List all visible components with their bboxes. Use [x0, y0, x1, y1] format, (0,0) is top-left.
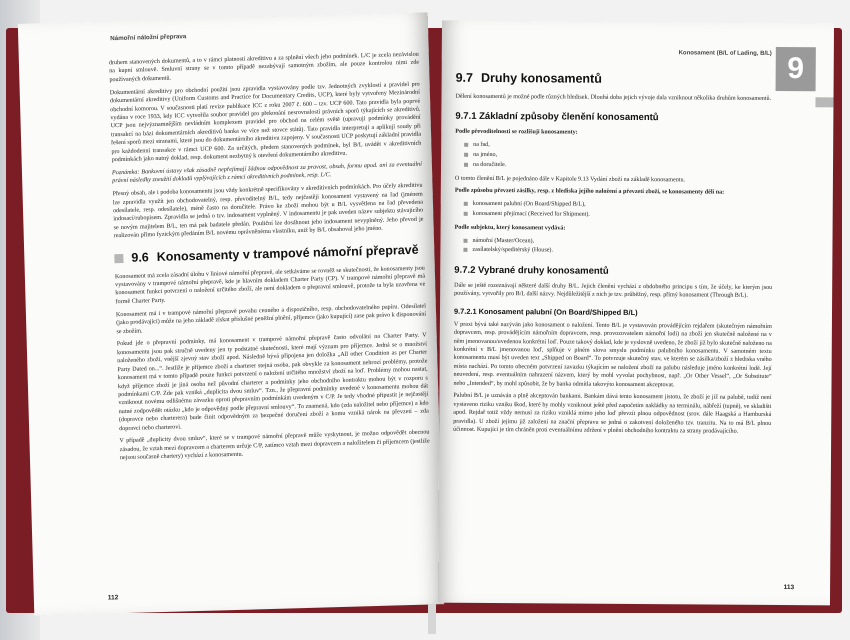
- list-item: konosament palubní (On Board/Shipped B/L),: [473, 200, 773, 211]
- subsection-heading: [455, 111, 773, 124]
- subsection-title: Vybrané druhy konosamentů: [478, 264, 609, 277]
- subsection-heading: [454, 265, 772, 278]
- list-item: zasílatelský/speditérský (House).: [472, 246, 772, 257]
- bullet-list: [455, 200, 773, 221]
- paragraph: Pokud jde o přepravní podmínky, má konosament v trampové námořní přepravě často odvolání na Charter Party. V konosamentu jsou pak stručně uvedeny jen ty podstatné skutečnosti, které mají význam pro příjemce. Jedná se o množství naloženého zboží, vnější zjevný stav zboží apod. Následně bývá připojena jen doložka „All other Condition as per Charter Party Dated on...“. Jestliže je příjemce zboží a charterer stejná osoba, pak obvykle za konosament nehrozí problémy, protože konosament má v tomto případě pouze funkci potvrzení o naložení určitého množství zboží na loď. Problémy mohou nastat, když příjemce zboží je jiná osoba než původní charterer a podmínky jeho obchodního kontraktu mohou být v rozporu s podmínkami C/P. Zde pak vzniká „duplicita dvou smluv“. Tzn., že přepravní podmínky uvedené v konosamentu mohou dát vzniknout novému odlišnému závazku oproti přepravním podmínkám uvedeným v C/P. Je tedy vhodné připustit je nejčastěji nutné zodpovědět otázku „kdo je odpovědný podle přepravní smlouvy“. To znamená, kdo (zda naložitel nebo příjemce) a kdo (dopravce nebo charterera) bude činit odpovědným za bezpečné doručení zboží a komu vzniká nárok na převzetí – zda dopravci nebo charterovi.: [116, 333, 429, 432]
- bookmark-ribbon: [428, 604, 436, 634]
- bullet-list: [454, 236, 772, 257]
- left-text-column: [109, 51, 430, 468]
- bullet-list: [455, 141, 773, 171]
- paragraph: O tomto členění B/L je pojednáno dále v Kapitole 9.13 Vydání zboží na základě konosamentu.: [454, 175, 686, 183]
- section-heading: [456, 71, 774, 87]
- paragraph: V praxi bývá také nazýván jako konosament o naložení. Tento B/L je vystavován provádějícím rejdařem (skutečným námořním dopravcem, resp. provádějícím námořním dopravcem, resp. provozovatelem námořní lodi) na zboží jen skutečně naložené na v něm jmenovanou/uvedenou konkrétní loď. Pouze takový doklad, kde je vyslovně uvedeno, že zboží již bylo skutečně naloženo na konkrétní v B/L jmenovanou loď, splňuje v plném slova smyslu podmínku palubního konosamentu. V samotném textu konosamentu musí být uveden text „Shipped on Board“. To potvrzuje skutečný stav, ve kterém se zásilka/zboží z hlediska vného místa nachází. Po tomto obecném potvrzení zavazku týkajícím se naložení zboží na palubu následuje jméno konkrétní lodě. Její neuvedení, resp. eventuálním nahrazení názvem, který by mohl vyvolat pochybnost, např. „Or Other Vessel“, „Or Substitute“ nebo „Intended“, by mohl způsobit, že by banka odmítla takovýto konosament akceptovat.: [453, 321, 772, 388]
- paragraph: Dělení konosamentů je možné podle různých hledisek. Dlouhá doba jejich vývoje dala vzniknout několika druhům konosamentů.: [455, 93, 772, 102]
- page-number: 112: [107, 594, 119, 602]
- list-heading: Podle způsobu převzetí zásilky, resp. z hlediska jejího naložení a převzetí zboží, se konosamenty dělí na:: [454, 188, 725, 197]
- left-page: [18, 12, 444, 615]
- paragraph: Dále se ještě rozeznávají některé další druhy B/L. Jejich členění vychází z obdobného principu s tím, že účely, ke kterým jsou používány, vytvořily pro B/L další názvy. Nejdůležitější z nich je tzv. průběžný, resp. přímý konosament (Through B/L).: [454, 282, 773, 300]
- paragraph: Palubní B/L je uznáván a plně akceptován bankami. Bankám dává tento konosament jistotu, že zboží je již na palubě, tudíž není vystaveno riziku vzniku škod, které by mohly vzniknout ještě před započetím nakládky na terminálu, nábřeží (tupně), ve skladišti apod. Rejdař totiž vždy nemusí za riziku vzniklá mimo jeho loď převzít plnou odpovědnost (srov. dále Haagská a Hamburská pravidla). U zboží jejímu již založení na znační přepravu se jedná o zakotvení doloženého tzv. tranzitu. Na to má B/L plnou účinnost. Kupující je tím chráněn proti eventuálnímu zdržení v plnění obchodního kontraktu za strany prodávajícího.: [453, 393, 772, 435]
- right-text-column: [453, 61, 774, 441]
- right-page: [438, 21, 834, 606]
- list-item: konosament přejímací (Received for Shipment).: [473, 210, 773, 221]
- section-number: 9.7: [455, 70, 474, 85]
- list-heading: Podle subjektu, který konosament vydává:: [454, 224, 566, 232]
- subsubsection-heading: [454, 306, 772, 317]
- paragraph: Konosament má i v trampové námořní přepravě povahu cenného a dispozičního, resp. obchodovatelného papíru. Odesílatel (jako prodávající) může na jeho základě získat příslušné peněžní plnění, příjemce (jako kupující) zase pak právo k disponování se zbožím.: [115, 303, 427, 335]
- paragraph: V případě „duplicity dvou smluv“, které se v trampové námořní přepravě může vyskytnout, je možno odpovědět obecnou zásadou, že vztah mezi dopravcem a charterem určuje C/P, zatímco vztah mezi dopravcem a naložitelem či příjemcem (jestliže nejsou současně chartery) vychází z konosamentu.: [119, 429, 430, 462]
- subsection-title: Základní způsoby členění konosamentů: [479, 111, 659, 124]
- section-heading: [114, 242, 424, 265]
- list-item: na jméno,: [473, 151, 773, 162]
- subsubsection-number: 9.7.2.1: [453, 306, 477, 316]
- paragraph: Konosament má zcela zásadní úlohu v liniové námořní přepravě, ale setkáváme se rovněž se skutečností, že konosamenty jsou vystavovány v trampové námořní přepravě, kde je hlavním dokladem Charter Party (CP). V trampové námořní přepravě má konosament funkci potvrzení o naložení určitého zboží, ale není dokladem o přepravní smlouvě, protože ta byla uzavřena ve formě Charter Party.: [114, 265, 426, 306]
- list-item: námořní (Master/Ocean),: [472, 236, 772, 247]
- subsection-number: 9.7.1: [455, 111, 477, 123]
- subsubsection-title: Konosament palubní (On Board/Shipped B/L): [478, 306, 638, 317]
- section-title: Konosamenty v trampové námořní přepravě: [156, 242, 419, 264]
- section-marker-icon: [114, 254, 123, 263]
- list-item: na řad,: [473, 141, 773, 152]
- page-number: 113: [783, 584, 795, 592]
- paragraph: druhem stanovených dokumentů, a to v rámci platnosti akreditivu a za splnění všech jeho podmínek. L/C je zcela nezávislou na kupní smlouvě. Smluvní strany se v tomto případě nezabývají samotným zbožím, ale pouze kontrolou nimi zde používaných dokumentů.: [108, 51, 420, 84]
- note: Poznámka: Bankovní ústavy však zásadně nepřejímají žádnou odpovědnost za pravost, obsah, formu apod. ani za eventuální právní následky zneužití dokladů vyplývajících z rámci akreditivních podmínek, resp. L/C.: [111, 161, 422, 185]
- subsection-number: 9.7.2: [454, 264, 476, 276]
- chapter-tab: 9: [776, 47, 816, 91]
- paragraph: Přesný obsah, ale i podoba konosamentu jsou vždy konkrétně specifikovány v akreditivních podmínkách. Pro účely akreditivu lze zpravidla využít jen obchodovatelný, resp. převoditelný B/L, tedy nejčastěji konosament vystavený na řad (jménem odesílatele, resp. odesílatele), méně často na doručitele. Právo ke zboží mohou být u B/L vysvětlena na řad převedena indosací/rubopisem. Zpravidla se jedná o tzv. indosament vyplněný. V indosamentu je pak uveden název subjektu stávajícího se novým majitelem B/L, ten má pak badatele předán. Pouliční lze dosáhnout jeho indosament nevyplněný. Jeho převod je realizován přímo fyzickým předáním B/L novému oprávněnému vlastníku, aniž by B/L obsahoval jeho jméno.: [112, 182, 424, 240]
- running-head: Konosament (B/L of Lading, B/L): [678, 50, 772, 57]
- section-title: Druhy konosamentů: [480, 70, 602, 86]
- list-item: na doručitele.: [473, 161, 773, 172]
- paragraph: Dokumentární akreditivy pro obchodní použití jsou zpravidla vystavovány podle tzv. Jednotných zvyklostí a pravidel pro dokumentární akreditivy (Uniform Customs and Practice for Documentary Credits, UCP), které byly vytvořeny Mezinárodní obchodní komorou. V současnosti platí revize publikace ICC z roku 2007 č. 600 – tzv. UCP 600. Tato pravidla byla poprvé vydána v roce 1933, kdy ICC vytvořila soubor pravidel pro překonání nesrovnalostí právních sporů týkajících se akreditivů. UCP jsou nejvýznamnějším nevládním komplexem pravidel pro obchod na celém světě (upravují podmínky provádění transakcí na bázi dokumentárních akreditivů banka ve více než stovce států). Tato pravidla interpretují a aplikují soudy při řešení sporů mezi stranami, které jsou do dokumentárního akreditivu zapojeny. V současnosti UCP poskytují základní pravidla pro každodenní transakce v rámci UCP 600. Za určitých, předem stanovených podmínek, byl B/L uvádět v akreditivních podmínkách jako nutný doklad, resp. dokument nezbytný k otevření dokumentárního akreditivu.: [109, 81, 422, 164]
- list-heading: Podle převoditelnosti se rozlišují konosamenty:: [455, 129, 578, 136]
- running-head: Námořní náložní přeprava: [110, 33, 187, 43]
- section-number: 9.6: [131, 249, 149, 265]
- chapter-tab-bar: [815, 97, 833, 107]
